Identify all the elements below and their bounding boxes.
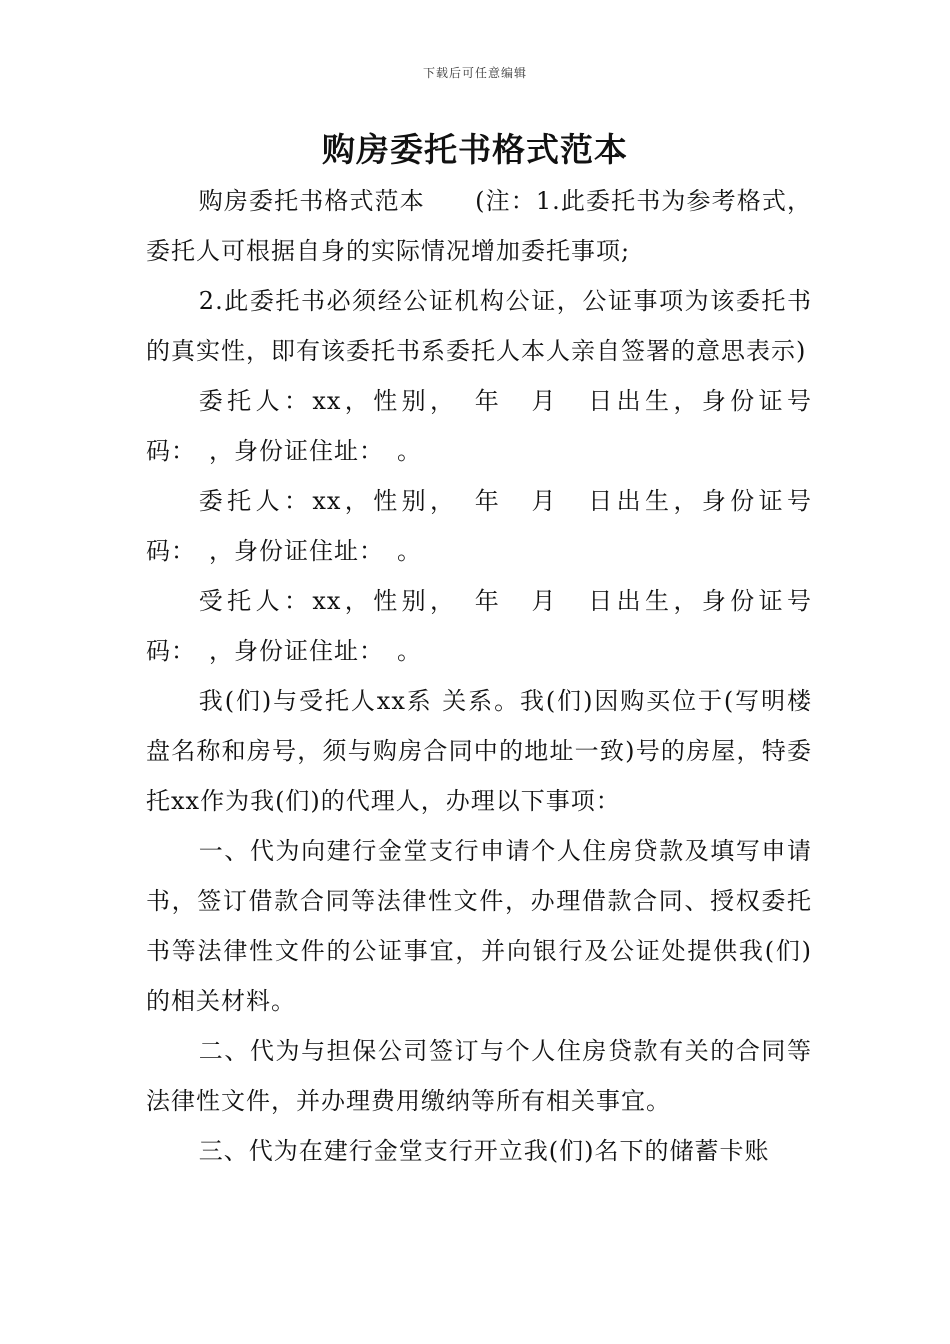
paragraph-statement: 我(们)与受托人xx系 关系。我(们)因购买位于(写明楼盘名称和房号，须与购房合同中的地址一致)号的房屋，特委托xx作为我(们)的代理人，办理以下事项： xyxy=(146,687,812,815)
document-body xyxy=(146,176,812,1176)
header-note: 下载后可任意编辑 xyxy=(422,66,527,80)
document-title: 购房委托书格式范本 xyxy=(322,130,628,169)
paragraph-note-2: 2.此委托书必须经公证机构公证，公证事项为该委托书的真实性，即有该委托书系委托人本人亲自签署的意思表示) xyxy=(146,287,812,365)
paragraph-item-2: 二、代为与担保公司签订与个人住房贷款有关的合同等法律性文件，并办理费用缴纳等所有相关事宜。 xyxy=(146,1037,812,1115)
paragraph-principal-1: 委托人：xx，性别， 年 月 日出生，身份证号码： ，身份证住址： 。 xyxy=(146,387,812,465)
paragraph-agent: 受托人：xx，性别， 年 月 日出生，身份证号码： ，身份证住址： 。 xyxy=(146,587,812,665)
paragraph-item-3: 三、代为在建行金堂支行开立我(们)名下的储蓄卡账 xyxy=(198,1137,770,1165)
paragraph-note-1: 购房委托书格式范本 (注：1.此委托书为参考格式，委托人可根据自身的实际情况增加委托事项; xyxy=(146,187,812,265)
paragraph-item-1: 一、代为向建行金堂支行申请个人住房贷款及填写申请书，签订借款合同等法律性文件，办理借款合同、授权委托书等法律性文件的公证事宜，并向银行及公证处提供我(们)的相关材料。 xyxy=(146,837,812,1015)
paragraph-principal-2: 委托人：xx，性别， 年 月 日出生，身份证号码： ，身份证住址： 。 xyxy=(146,487,812,565)
